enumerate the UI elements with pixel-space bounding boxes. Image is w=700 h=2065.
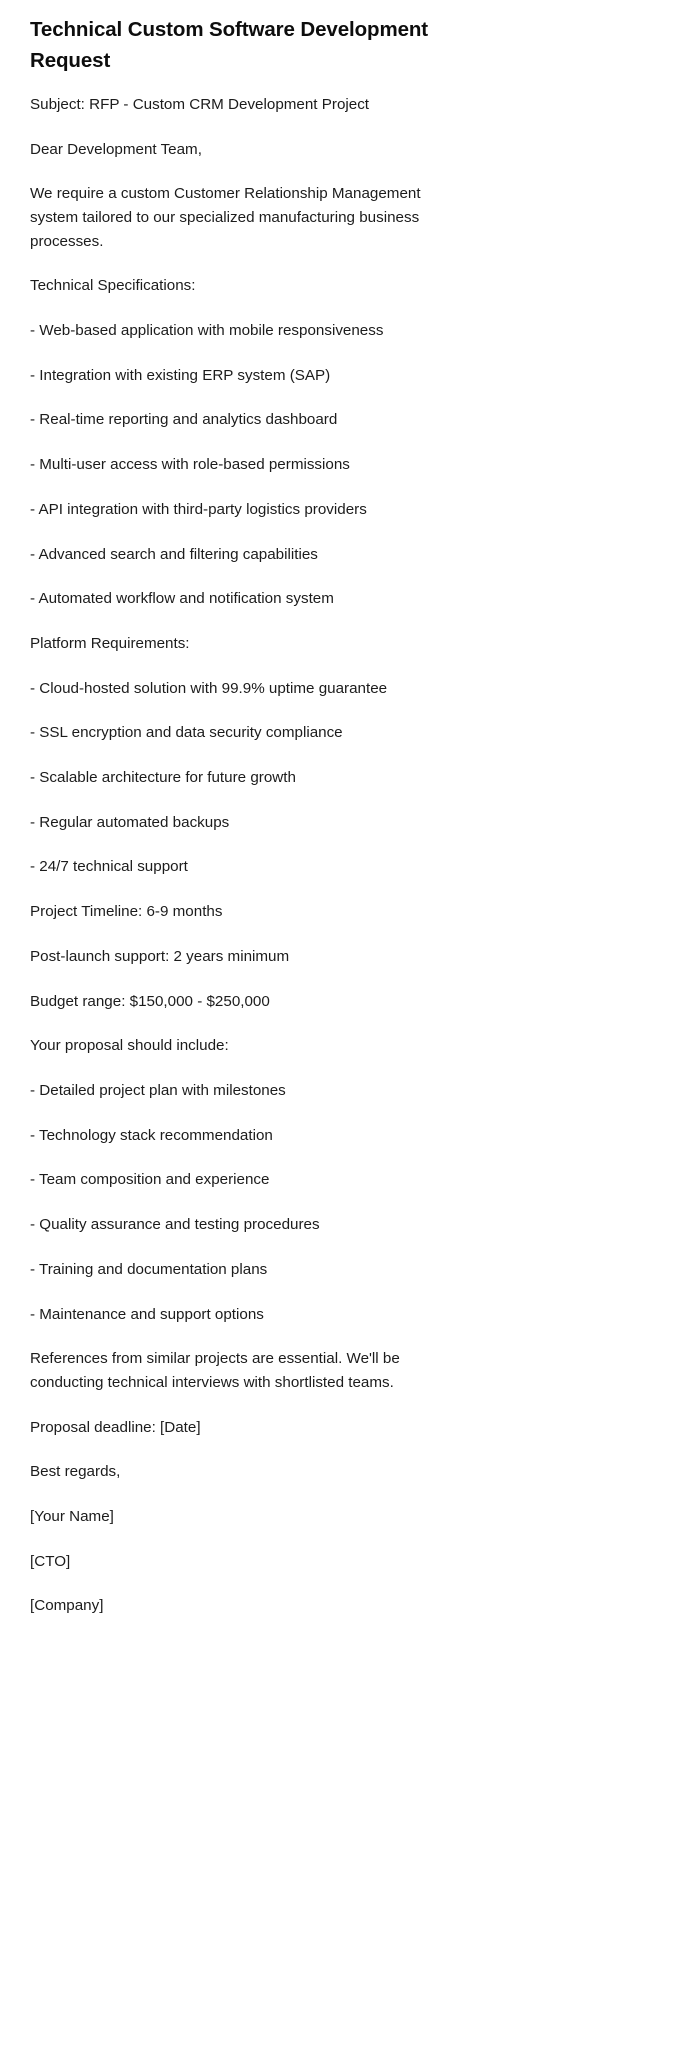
body-line: Subject: RFP - Custom CRM Development Project <box>30 95 370 113</box>
list-item: - Maintenance and support options <box>30 1305 264 1323</box>
list-item: - Automated workflow and notification system <box>30 590 334 608</box>
list-item: - Cloud-hosted solution with 99.9% uptime guarantee <box>30 679 388 697</box>
list-item: - Training and documentation plans <box>30 1260 268 1278</box>
body-line: [CTO] <box>30 1552 71 1570</box>
list-item: - API integration with third-party logistics providers <box>30 500 367 518</box>
list-item: - Team composition and experience <box>30 1171 270 1189</box>
list-item: - Integration with existing ERP system (SAP) <box>30 366 331 384</box>
list-item: - SSL encryption and data security compliance <box>30 724 343 742</box>
list-item: - Advanced search and filtering capabilities <box>30 545 318 563</box>
list-item: - 24/7 technical support <box>30 858 188 876</box>
page-title: Technical Custom Software Development Request <box>30 18 429 73</box>
list-item: - Multi-user access with role-based permissions <box>30 456 350 474</box>
list-item: - Real-time reporting and analytics dashboard <box>30 411 338 429</box>
body-line: Budget range: $150,000 - $250,000 <box>30 992 270 1010</box>
list-item: - Detailed project plan with milestones <box>30 1081 286 1099</box>
list-item: - Regular automated backups <box>30 813 230 831</box>
list-item: - Technology stack recommendation <box>30 1126 273 1144</box>
body-line: [Your Name] <box>30 1508 114 1526</box>
body-line: Dear Development Team, <box>30 140 202 158</box>
section-heading: Platform Requirements: <box>30 634 190 652</box>
section-heading: Technical Specifications: <box>30 277 196 295</box>
list-item: - Web-based application with mobile responsiveness <box>30 322 384 340</box>
body-line: Proposal deadline: [Date] <box>30 1418 201 1436</box>
document-body <box>30 82 670 1628</box>
body-paragraph: We require a custom Customer Relationship Management system tailored to our specialized manufacturing business processes. <box>30 185 421 250</box>
body-line: Project Timeline: 6-9 months <box>30 903 223 921</box>
body-paragraph: References from similar projects are essential. We'll be conducting technical interviews with shortlisted teams. <box>30 1350 400 1391</box>
list-item: - Quality assurance and testing procedures <box>30 1216 320 1234</box>
section-heading: Your proposal should include: <box>30 1037 229 1055</box>
body-line: Post-launch support: 2 years minimum <box>30 947 290 965</box>
list-item: - Scalable architecture for future growth <box>30 769 296 787</box>
body-line: [Company] <box>30 1597 104 1615</box>
body-line: Best regards, <box>30 1463 121 1481</box>
